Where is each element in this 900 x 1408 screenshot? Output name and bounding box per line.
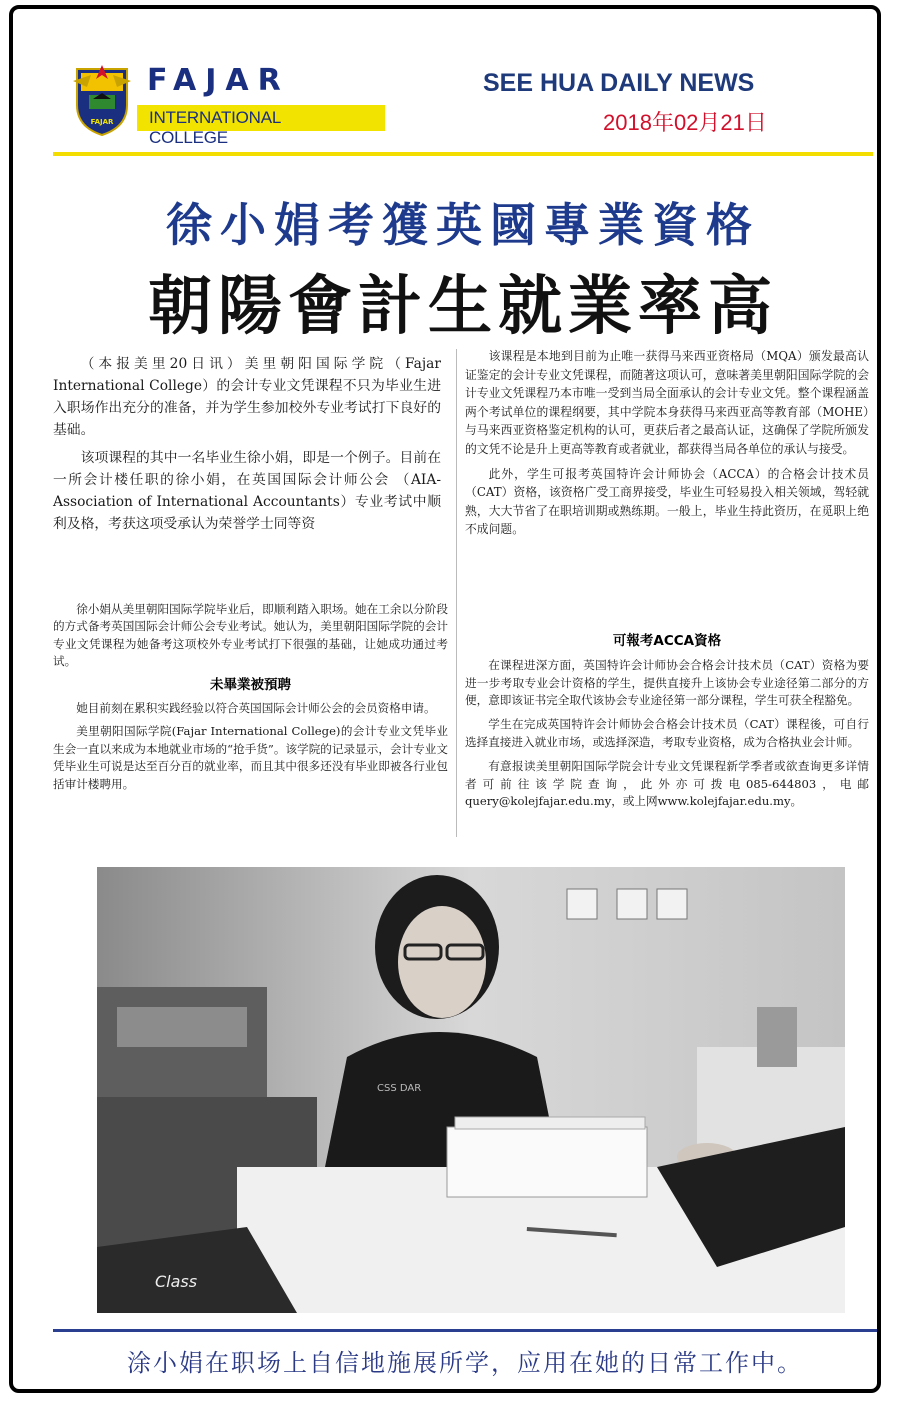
article-paragraph: 该课程是本地到目前为止唯一获得马来西亚资格局（MQA）颁发最高认证鉴定的会计专业文凭课程，而随著这项认可，意味著美里朝阳国际学院的会计专业文凭课程乃本市唯一受到当局全面承认的会计专业文凭。整个课程涵盖两个考试单位的课程纲要，其中学院本身获得马来西亚高等教育部（MOHE）与马来西亚资格鉴定机构的认可，更获后者之最高认证，这确保了学院所颁发的文凭不论是升上更高等教育或者就业，都获得当局各单位的承认与接受。	[465, 349, 869, 456]
keyboard-brand: Class	[155, 1272, 198, 1291]
crest-label: FAJAR	[90, 118, 114, 126]
college-crest-icon	[71, 61, 133, 137]
article-paragraph: 学生在完成英国特许会计师协会合格会计技术员（CAT）课程後，可自行选择直接进入就业市场，或选择深造，考取专业资格，成为合格执业会计师。	[465, 717, 869, 749]
subheading: 可報考ACCA資格	[612, 633, 722, 649]
article-paragraph: 她目前刻在累积实践经验以符合英国国际会计师公会的会员资格申请。	[76, 701, 436, 716]
article-column-4	[465, 631, 869, 817]
article-column-2	[53, 601, 448, 799]
header-divider	[53, 152, 873, 156]
article-paragraph: （本报美里20日讯）美里朝阳国际学院（Fajar International College）的会计专业文凭课程不只为毕业生进入职场作出充分的准备，并为学生参加校外专业考试打下良好的基础。	[53, 356, 441, 438]
logo-wordmark: FAJAR	[147, 63, 290, 98]
photo-caption: 涂小娟在职场上自信地施展所学，应用在她的日常工作中。	[127, 1349, 803, 1377]
article-paragraph: 有意报读美里朝阳国际学院会计专业文凭课程新学季者或欲查询更多详情者可前往该学院查询，此外亦可拨电085-644803，电邮query@kolejfajar.edu.my，或上网www.kolejfajar.edu.my。	[465, 758, 869, 809]
fajar-logo	[71, 61, 331, 147]
shirt-logo: CSS DAR	[377, 1083, 422, 1094]
article-paragraph: 该项课程的其中一名毕业生徐小娟，即是一个例子。目前在一所会计楼任职的徐小娟，在英国国际会计师公会 （AIA- Association of International Accountants）专业考试中顺利及格，考获这项受承认为荣誉学士同等资	[53, 450, 441, 532]
article-paragraph: 此外，学生可报考英国特许会计师协会（ACCA）的合格会计技术员（CAT）资格，该资格广受工商界接受，毕业生可轻易投入相关领域，驾轻就熟，大大节省了在职培训期或熟练期。一般上，毕业生持此资历，在觅职上绝不成问题。	[465, 466, 869, 537]
page-frame	[9, 5, 881, 1393]
subheading: 未畢業被預聘	[210, 676, 291, 693]
publication-date: 2018年02月21日	[603, 110, 767, 135]
newspaper-name: SEE HUA DAILY NEWS	[483, 69, 755, 97]
headline-line2: 朝陽會計生就業率高	[148, 269, 778, 344]
logo-subtitle: INTERNATIONAL COLLEGE	[149, 108, 281, 147]
headline-line1: 徐小娟考獲英國專業資格	[166, 198, 760, 252]
article-paragraph: 美里朝阳国际学院(Fajar International College)的会计专业文凭毕业生会一直以来成为本地就业市场的“抢手货”。该学院的记录显示，会计专业文凭毕业生可说是达至百分百的就业率，而且其中很多还没有毕业即被各行业包括审计楼聘用。	[53, 724, 448, 791]
article-photo	[97, 867, 845, 1313]
caption-divider	[53, 1329, 877, 1332]
column-divider	[456, 349, 457, 837]
office-photo-illustration	[97, 867, 845, 1313]
article-paragraph: 在课程进深方面，英国特许会计师协会合格会计技术员（CAT）资格为要进一步考取专业会计资格的学生，提供直接升上该协会专业途径第二部分的方便，意即该证书完全取代该协会专业途径第一部分课程，学生可获全程豁免。	[465, 657, 869, 708]
article-paragraph: 徐小娟从美里朝阳国际学院毕业后，即顺利踏入职场。她在工余以分阶段的方式备考英国国际会计师公会专业考试。她认为，美里朝阳国际学院的会计专业文凭课程为她备考这项校外专业考试打下很强的基础，让她成功通过考试。	[53, 602, 448, 669]
article-column-1	[53, 353, 441, 541]
article-column-3	[465, 347, 869, 545]
